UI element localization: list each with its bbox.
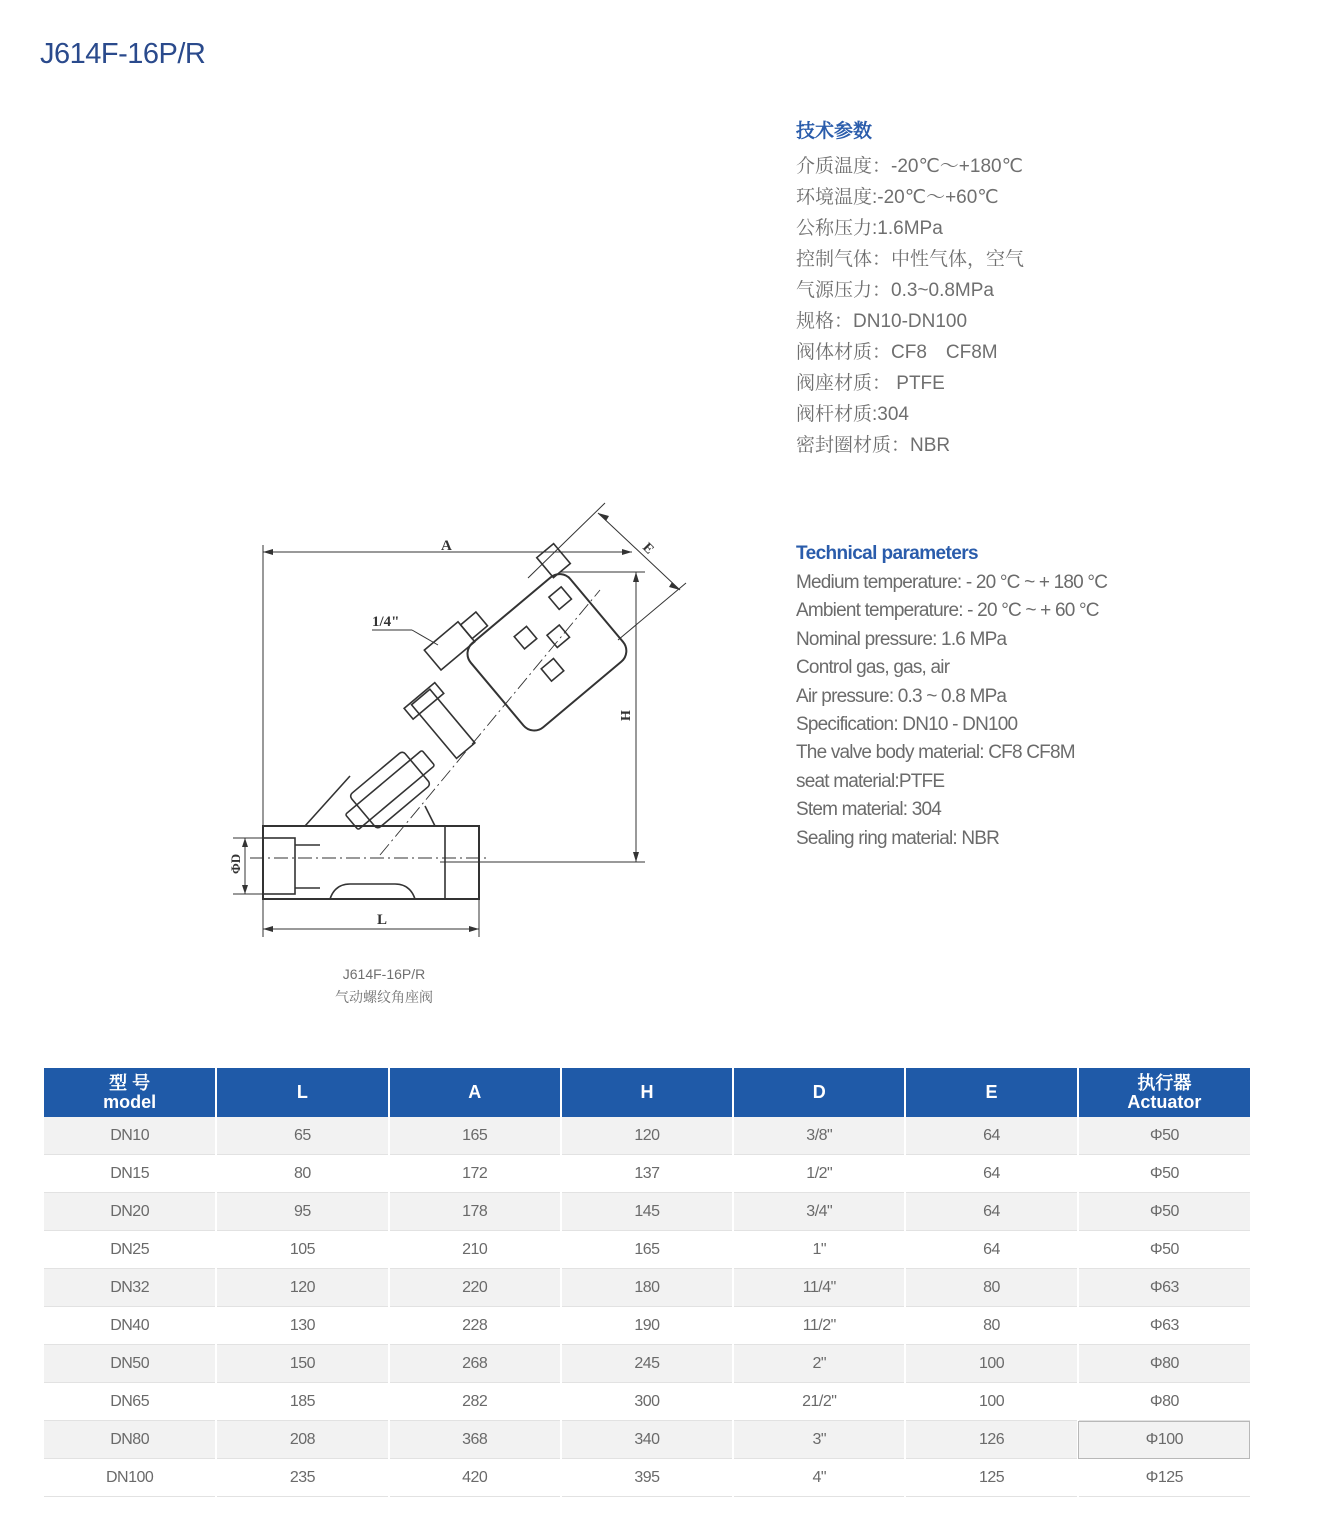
cell-l: 150 <box>216 1345 388 1383</box>
table-row <box>44 1459 1250 1497</box>
cell-e: 126 <box>905 1421 1077 1459</box>
cell-e: 125 <box>905 1459 1077 1497</box>
cell-a: 282 <box>389 1383 561 1421</box>
cell-a: 368 <box>389 1421 561 1459</box>
cell-e: 64 <box>905 1117 1077 1155</box>
table-row <box>44 1193 1250 1231</box>
dim-label-d: ΦD <box>228 853 243 874</box>
cell-a: 420 <box>389 1459 561 1497</box>
cell-model: DN65 <box>44 1383 216 1421</box>
spec-zh-line: 介质温度：-20℃～+180℃ <box>796 156 1023 177</box>
cell-e: 100 <box>905 1345 1077 1383</box>
cell-e: 64 <box>905 1231 1077 1269</box>
cell-d: 3" <box>733 1421 905 1459</box>
spec-zh-line: 控制气体：中性气体，空气 <box>796 249 1025 270</box>
port-label: 1/4" <box>372 614 400 630</box>
header-l: L <box>216 1068 388 1117</box>
header-actuator <box>1078 1068 1250 1117</box>
cell-actuator: Φ50 <box>1078 1155 1250 1193</box>
cell-actuator: Φ63 <box>1078 1307 1250 1345</box>
header-model-zh: 型 号 <box>109 1072 151 1093</box>
cell-a: 220 <box>389 1269 561 1307</box>
cell-actuator: Φ63 <box>1078 1269 1250 1307</box>
spec-en-line: Sealing ring material: NBR <box>796 827 1000 849</box>
header-a: A <box>389 1068 561 1117</box>
cell-e: 64 <box>905 1155 1077 1193</box>
dimension-table <box>44 1068 1250 1497</box>
spec-en-line: Stem material: 304 <box>796 799 942 821</box>
cell-actuator: Φ50 <box>1078 1193 1250 1231</box>
spec-en-line: Ambient temperature: - 20 °C ~ + 60 °C <box>796 600 1099 622</box>
cell-h: 180 <box>561 1269 733 1307</box>
cell-l: 235 <box>216 1459 388 1497</box>
cell-model: DN10 <box>44 1117 216 1155</box>
cell-h: 340 <box>561 1421 733 1459</box>
spec-zh-line: 环境温度:-20℃～+60℃ <box>796 187 999 208</box>
cell-h: 145 <box>561 1193 733 1231</box>
cell-d: 3/8" <box>733 1117 905 1155</box>
cell-d: 1" <box>733 1231 905 1269</box>
cell-h: 245 <box>561 1345 733 1383</box>
spec-zh-heading: 技术参数 <box>796 121 873 142</box>
spec-zh-line: 规格：DN10-DN100 <box>796 311 968 332</box>
header-d: D <box>733 1068 905 1117</box>
cell-l: 80 <box>216 1155 388 1193</box>
table-row <box>44 1231 1250 1269</box>
cell-d: 1/2" <box>733 1155 905 1193</box>
cell-h: 120 <box>561 1117 733 1155</box>
cell-model: DN100 <box>44 1459 216 1497</box>
cell-a: 178 <box>389 1193 561 1231</box>
header-model <box>44 1068 216 1117</box>
cell-d: 2" <box>733 1345 905 1383</box>
table-header-row <box>44 1068 1250 1117</box>
cell-h: 300 <box>561 1383 733 1421</box>
cell-actuator: Φ100 <box>1078 1421 1250 1459</box>
spec-en-heading: Technical parameters <box>796 543 978 564</box>
cell-a: 228 <box>389 1307 561 1345</box>
dim-label-h: H <box>619 710 634 721</box>
cell-a: 165 <box>389 1117 561 1155</box>
cell-model: DN80 <box>44 1421 216 1459</box>
cell-actuator: Φ80 <box>1078 1345 1250 1383</box>
table-row <box>44 1269 1250 1307</box>
cell-model: DN25 <box>44 1231 216 1269</box>
header-actuator-en: Actuator <box>1127 1091 1202 1112</box>
spec-zh-line: 阀杆材质:304 <box>796 404 909 425</box>
cell-actuator: Φ50 <box>1078 1117 1250 1155</box>
cell-h: 165 <box>561 1231 733 1269</box>
header-e: E <box>905 1068 1077 1117</box>
drawing-caption <box>284 963 484 1009</box>
cell-a: 210 <box>389 1231 561 1269</box>
cell-d: 21/2" <box>733 1383 905 1421</box>
dim-label-l: L <box>377 912 388 928</box>
cell-l: 105 <box>216 1231 388 1269</box>
cell-l: 185 <box>216 1383 388 1421</box>
caption-model: J614F-16P/R <box>342 966 426 982</box>
header-actuator-zh: 执行器 <box>1137 1072 1192 1093</box>
spec-en-line: Medium temperature: - 20 °C ~ + 180 °C <box>796 572 1108 593</box>
cell-d: 11/4" <box>733 1269 905 1307</box>
spec-en-line: Nominal pressure: 1.6 MPa <box>796 628 1007 650</box>
table-row <box>44 1421 1250 1459</box>
dim-label-a: A <box>441 538 452 554</box>
cell-actuator: Φ80 <box>1078 1383 1250 1421</box>
cell-l: 208 <box>216 1421 388 1459</box>
cell-d: 3/4" <box>733 1193 905 1231</box>
cell-model: DN15 <box>44 1155 216 1193</box>
caption-name: 气动螺纹角座阀 <box>335 989 433 1005</box>
header-model-en: model <box>103 1091 157 1112</box>
cell-a: 268 <box>389 1345 561 1383</box>
cell-model: DN32 <box>44 1269 216 1307</box>
spec-en-section <box>796 543 1216 853</box>
cell-e: 80 <box>905 1307 1077 1345</box>
cell-actuator: Φ50 <box>1078 1231 1250 1269</box>
cell-l: 65 <box>216 1117 388 1155</box>
table-row <box>44 1117 1250 1155</box>
valve-dimension-drawing <box>200 490 720 960</box>
cell-actuator: Φ125 <box>1078 1459 1250 1497</box>
page-title: J614F-16P/R <box>40 38 206 70</box>
table-row <box>44 1383 1250 1421</box>
cell-model: DN20 <box>44 1193 216 1231</box>
cell-h: 190 <box>561 1307 733 1345</box>
cell-a: 172 <box>389 1155 561 1193</box>
spec-en-line: Air pressure: 0.3 ~ 0.8 MPa <box>796 685 1007 707</box>
spec-zh-line: 公称压力:1.6MPa <box>796 218 943 239</box>
cell-l: 130 <box>216 1307 388 1345</box>
spec-zh-line: 气源压力：0.3~0.8MPa <box>796 280 994 301</box>
table-row <box>44 1307 1250 1345</box>
spec-en-line: Control gas, gas, air <box>796 657 950 679</box>
spec-en-line: The valve body material: CF8 CF8M <box>796 742 1075 764</box>
cell-model: DN40 <box>44 1307 216 1345</box>
spec-zh-section <box>796 116 1216 461</box>
spec-en-line: Specification: DN10 - DN100 <box>796 714 1018 736</box>
cell-l: 120 <box>216 1269 388 1307</box>
cell-e: 80 <box>905 1269 1077 1307</box>
header-h: H <box>561 1068 733 1117</box>
spec-en-line: seat material:PTFE <box>796 770 945 792</box>
cell-model: DN50 <box>44 1345 216 1383</box>
cell-d: 4" <box>733 1459 905 1497</box>
dim-label-e: E <box>639 540 657 558</box>
table-row <box>44 1345 1250 1383</box>
table-row <box>44 1155 1250 1193</box>
cell-l: 95 <box>216 1193 388 1231</box>
cell-e: 64 <box>905 1193 1077 1231</box>
cell-e: 100 <box>905 1383 1077 1421</box>
cell-h: 395 <box>561 1459 733 1497</box>
spec-zh-line: 密封圈材质：NBR <box>796 435 951 456</box>
spec-zh-line: 阀体材质：CF8 CF8M <box>796 342 998 363</box>
cell-h: 137 <box>561 1155 733 1193</box>
spec-zh-line: 阀座材质： PTFE <box>796 373 945 394</box>
cell-d: 11/2" <box>733 1307 905 1345</box>
